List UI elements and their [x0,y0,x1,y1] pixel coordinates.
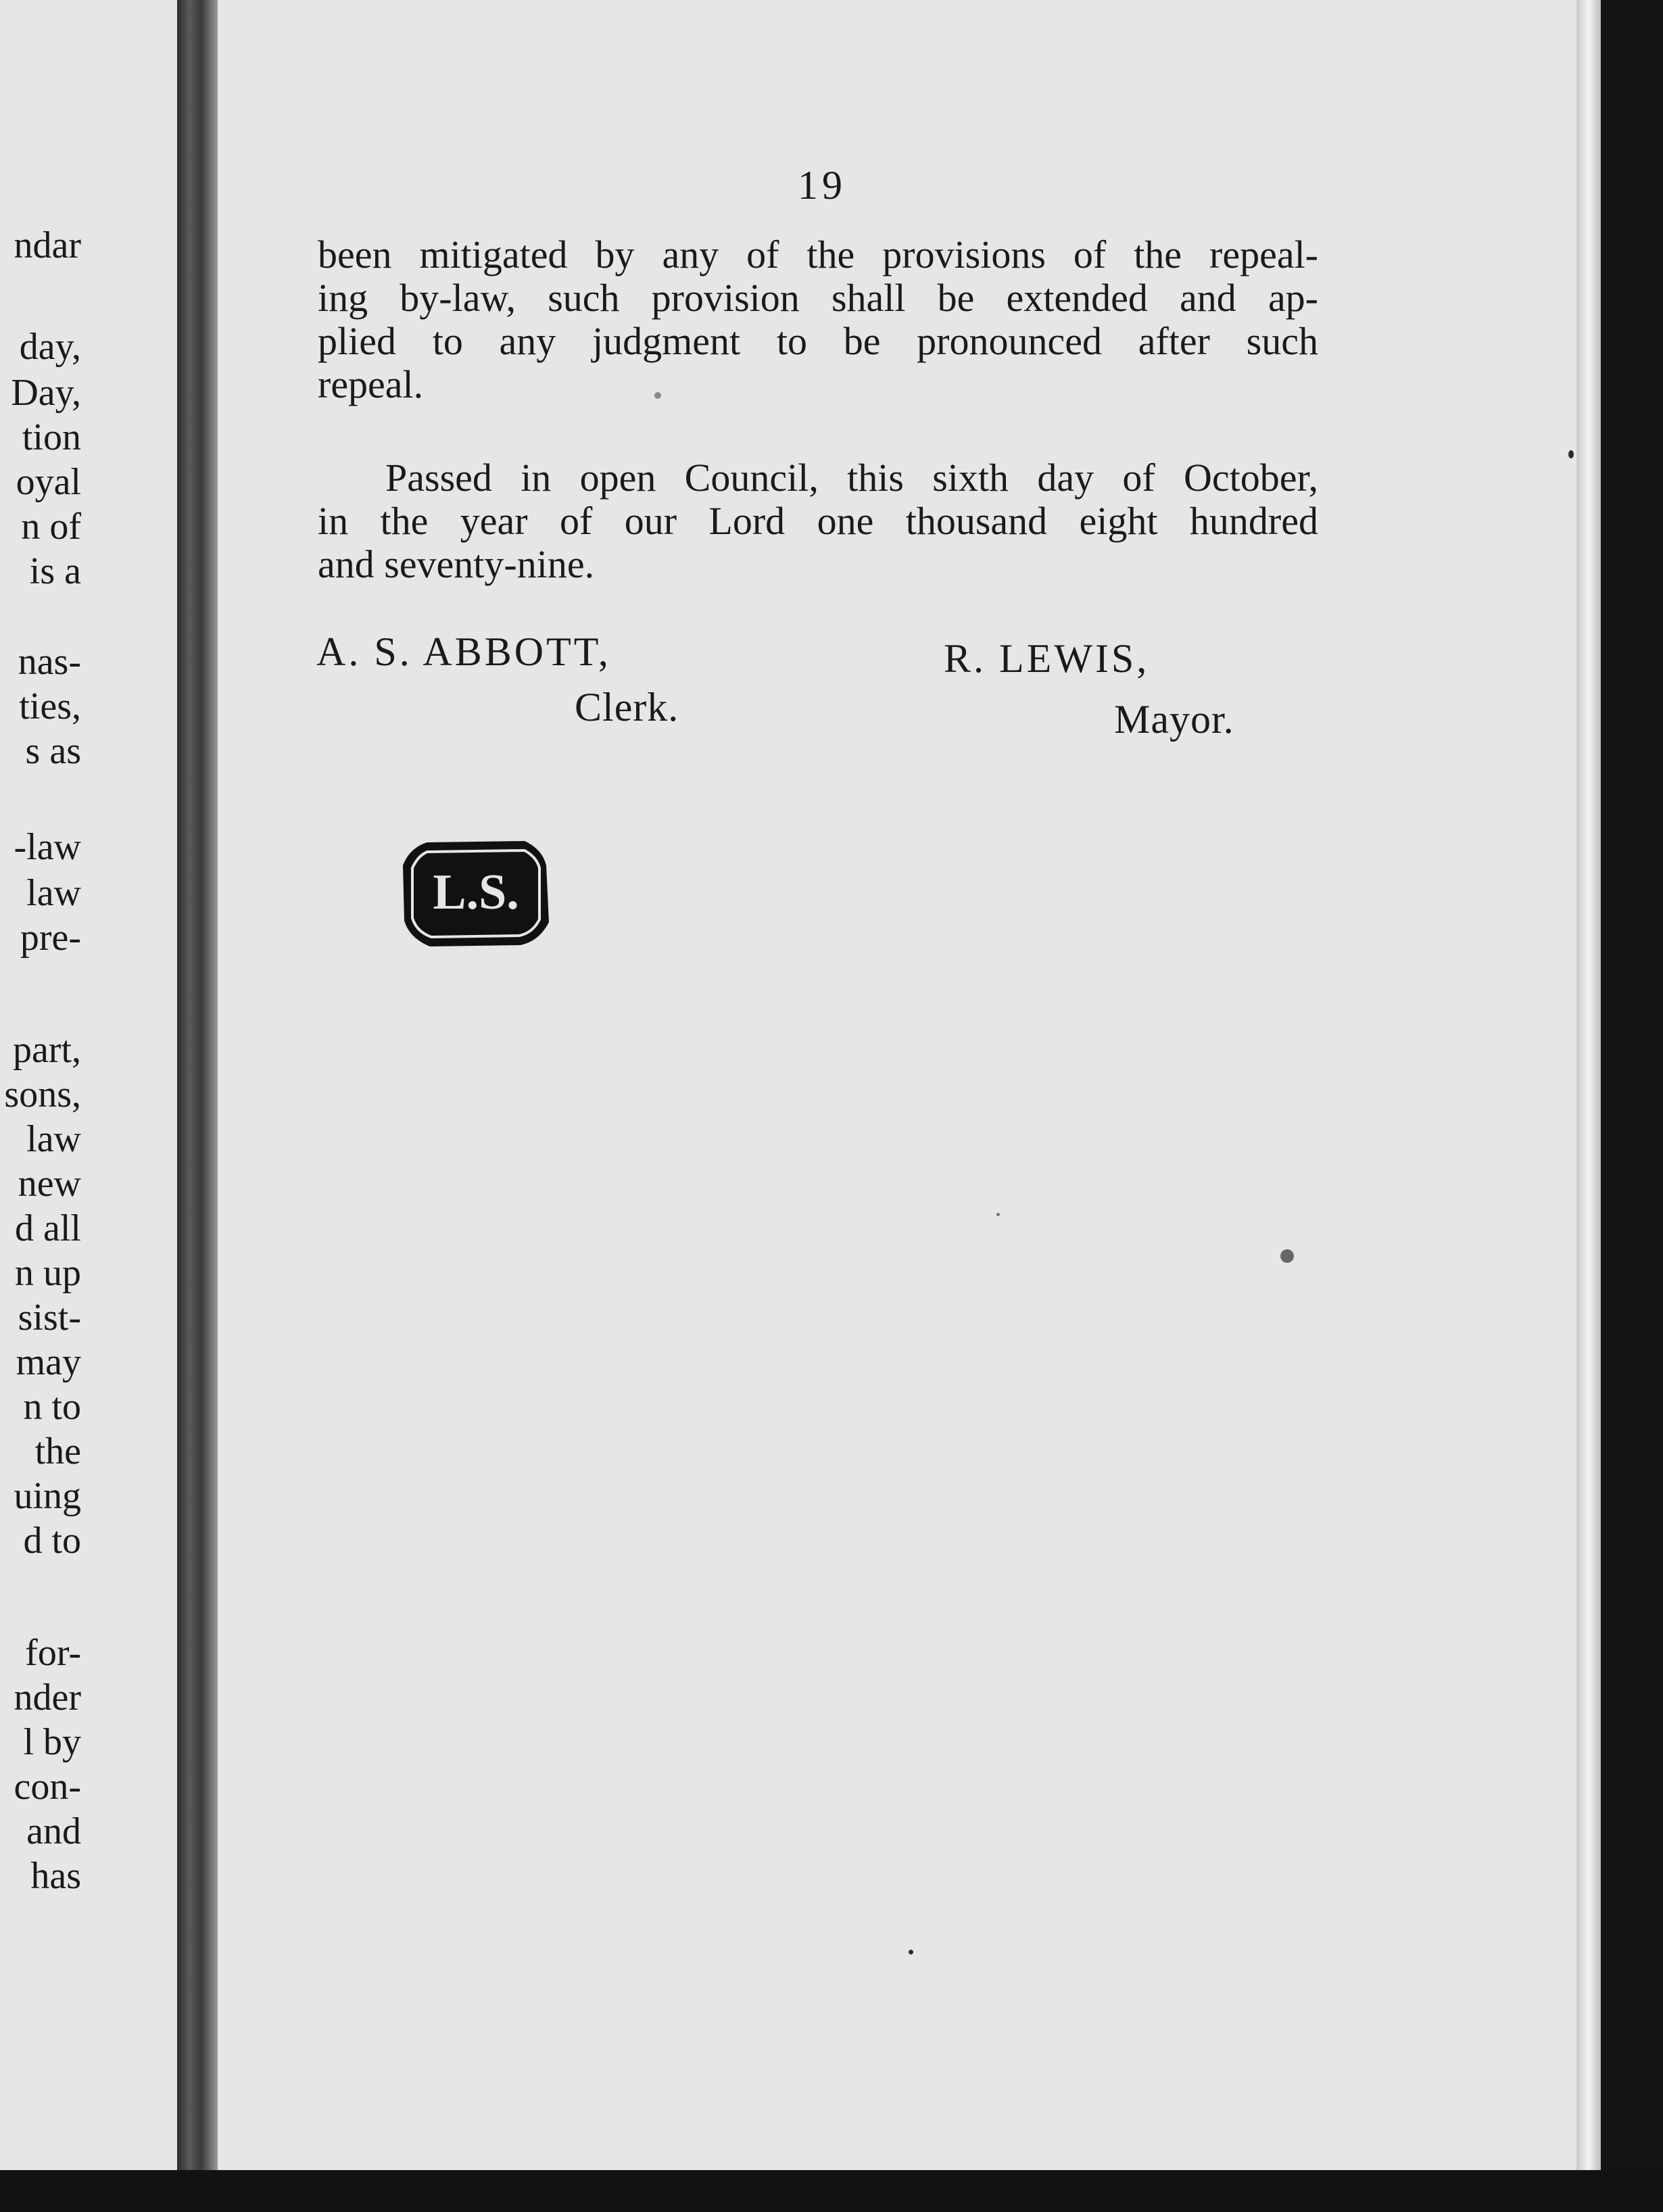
facing-line: day, [19,326,81,368]
text-line: Passed in open Council, this sixth day of October, [385,456,1318,500]
facing-line: n of [21,506,81,548]
facing-line: and [26,1810,81,1852]
facing-line: d to [23,1520,81,1562]
facing-line: con- [14,1766,81,1808]
facing-line: d all [15,1207,81,1249]
text-line: and seventy-nine. [318,542,595,586]
facing-line: has [30,1855,81,1897]
paragraph-passed-in-council [318,456,1318,586]
text-line: ing by-law, such provision shall be extended and ap- [318,276,1318,320]
facing-line: -law [14,826,81,868]
seal-text: L.S. [433,865,519,920]
facing-line: n to [23,1386,81,1428]
facing-line: the [34,1430,81,1472]
facing-line: Day, [11,372,81,414]
mayor-signature-name: R. LEWIS, [944,636,1150,681]
facing-line: part, [12,1029,81,1071]
clerk-signature-name: A. S. ABBOTT, [316,629,611,674]
paragraph-repeal-clause [318,233,1318,406]
seal-stamp [400,838,552,948]
clerk-signature-title: Clerk. [575,685,679,729]
facing-line: sons, [4,1074,81,1115]
scan-speck [654,392,661,399]
facing-line: nas- [18,641,81,683]
scan-border-bottom [0,2170,1663,2212]
facing-line: law [26,1118,81,1160]
text-line: in the year of our Lord one thousand eight hundred [318,499,1318,543]
facing-line: ndar [14,224,81,266]
mayor-signature-title: Mayor. [1114,697,1234,742]
facing-line: may [16,1341,81,1383]
text-line: repeal. [318,362,424,406]
facing-line: oyal [16,461,81,503]
facing-line: is a [29,550,81,592]
book-gutter [177,0,218,2212]
facing-page-left [0,0,197,2212]
facing-line: tion [22,416,81,458]
facing-line: pre- [20,917,81,959]
facing-line: for- [25,1632,81,1674]
facing-line: n up [15,1252,81,1294]
facing-line: uing [14,1475,81,1517]
scan-speck [1280,1249,1294,1263]
text-line: plied to any judgment to be pronounced after such [318,319,1318,363]
page-edge [1576,0,1601,2170]
scan-speck [1568,450,1574,458]
scan-speck [996,1213,1000,1216]
facing-line: nder [14,1677,81,1718]
facing-line: law [26,872,81,914]
facing-line: l by [23,1721,81,1763]
facing-line: ties, [19,686,81,727]
facing-line: s as [25,730,81,772]
facing-line: new [18,1163,81,1205]
facing-line: sist- [18,1297,81,1339]
page-number: 19 [798,163,846,208]
text-line: been mitigated by any of the provisions of the repeal- [318,233,1318,276]
scan-speck [909,1950,913,1954]
